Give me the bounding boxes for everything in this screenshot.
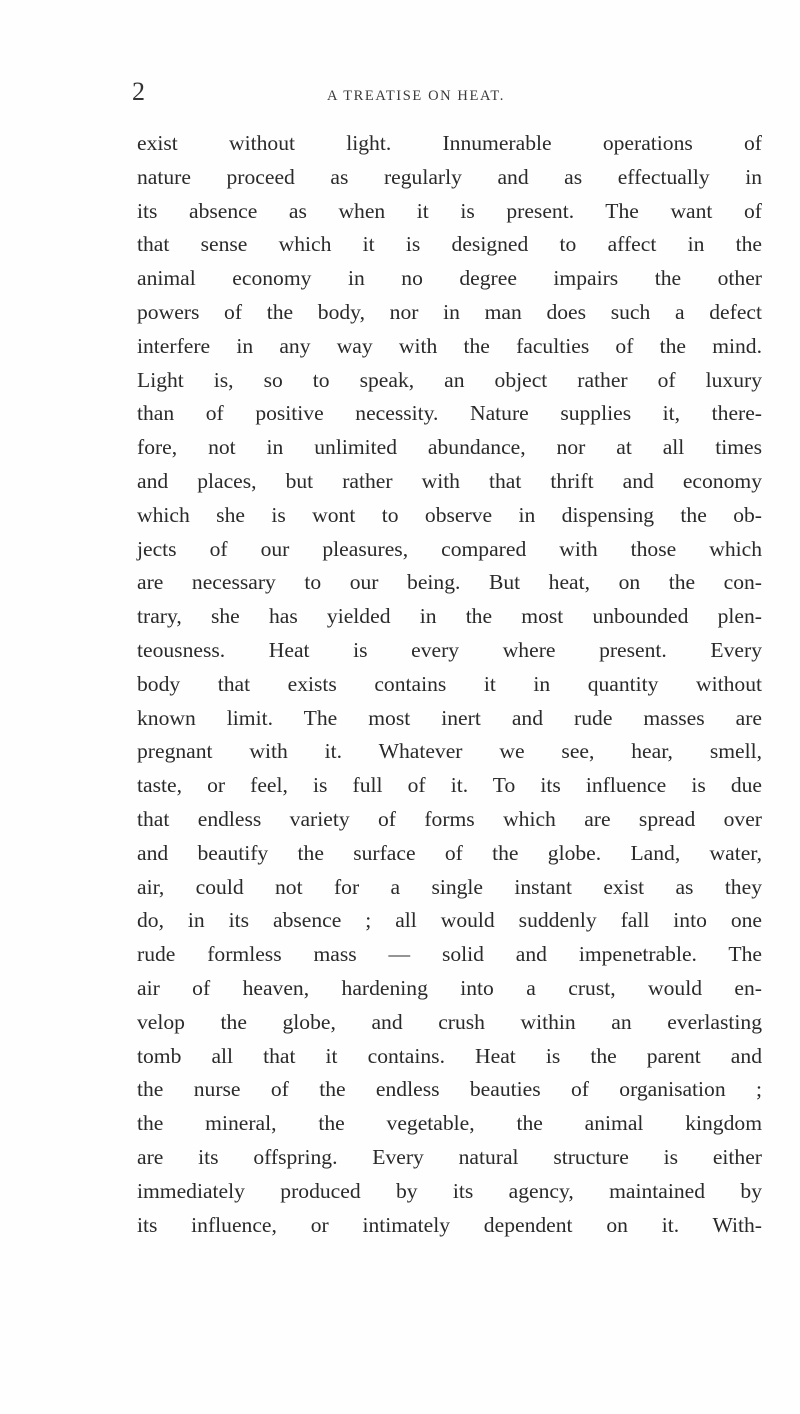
text-line: interfere in any way with the faculties of the mind. [137, 333, 762, 358]
page-number: 2 [132, 77, 145, 106]
text-line: immediately produced by its agency, maintained by [137, 1178, 762, 1203]
text-line: its influence, or intimately dependent on it. With- [137, 1212, 762, 1237]
text-line: which she is wont to observe in dispensing the ob- [137, 502, 762, 527]
page-header [0, 78, 800, 118]
text-line: and beautify the surface of the globe. Land, water, [137, 840, 762, 865]
text-line: the mineral, the vegetable, the animal kingdom [137, 1111, 762, 1136]
text-line: animal economy in no degree impairs the other [137, 266, 762, 291]
text-line: the nurse of the endless beauties of organisation ; [137, 1077, 762, 1102]
text-line: tomb all that it contains. Heat is the parent and [137, 1043, 762, 1068]
text-line: do, in its absence ; all would suddenly fall into one [137, 908, 762, 933]
text-line: that endless variety of forms which are spread over [137, 806, 762, 831]
text-line: are necessary to our being. But heat, on the con- [137, 570, 762, 595]
text-line: than of positive necessity. Nature supplies it, there- [137, 401, 762, 426]
text-line: known limit. The most inert and rude masses are [137, 705, 762, 730]
text-line: pregnant with it. Whatever we see, hear, smell, [137, 739, 762, 764]
text-line: taste, or feel, is full of it. To its influence is due [137, 773, 762, 798]
text-line: fore, not in unlimited abundance, nor at all times [137, 435, 762, 460]
text-line: trary, she has yielded in the most unbounded plen- [137, 604, 762, 629]
text-line: that sense which it is designed to affect in the [137, 232, 762, 257]
text-line: air of heaven, hardening into a crust, would en- [137, 975, 762, 1000]
text-line: Light is, so to speak, an object rather of luxury [137, 367, 762, 392]
text-line: rude formless mass — solid and impenetrable. The [137, 942, 762, 967]
text-line: and places, but rather with that thrift and economy [137, 468, 762, 493]
text-line: powers of the body, nor in man does such a defect [137, 299, 762, 324]
text-line: air, could not for a single instant exist as they [137, 874, 762, 899]
text-line: jects of our pleasures, compared with those which [137, 536, 762, 561]
text-line: teousness. Heat is every where present. Every [137, 637, 762, 662]
text-line: its absence as when it is present. The want of [137, 198, 762, 223]
text-line: exist without light. Innumerable operations of [137, 131, 762, 155]
text-line: velop the globe, and crush within an everlasting [137, 1009, 762, 1034]
running-head: A TREATISE ON HEAT. [326, 88, 506, 104]
text-line: body that exists contains it in quantity without [137, 671, 762, 696]
body-text [137, 127, 762, 1242]
text-line: are its offspring. Every natural structure is either [137, 1144, 762, 1169]
text-line: nature proceed as regularly and as effectually in [137, 164, 762, 189]
